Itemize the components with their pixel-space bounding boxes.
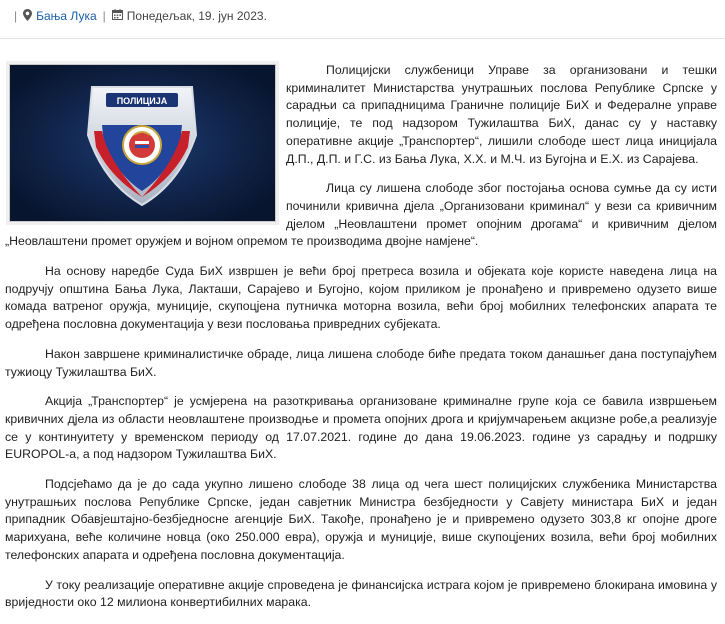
article-paragraph: Полицијски службеници Управе за организовани и тешки криминалитет Министарства унутрашњих послова Републике Српске у сарадњи са припадницима Граничне полиције БиХ и Федералне управе полиције, те под надзором Тужилаштва БиХ, данас су у наставку оперативне акције „Транспортер“, лишили слободе шест лица иницијала Д.П., Д.П. и Г.С. из Бања Лука, Х.Х. и М.Ч. из Бугојна и Е.Х. из Сарајева.: [286, 63, 717, 166]
badge-text: ПОЛИЦИЈА: [116, 96, 168, 106]
meta-separator: |: [14, 9, 18, 23]
meta-separator: |: [102, 9, 106, 23]
calendar-icon: [112, 9, 123, 23]
article-paragraph: Подсјећамо да је до сада укупно лишено слободе 38 лица од чега шест полицијских службеника Министарства унутрашњих послова Републике Српске, један савјетник Министра безбједности у Савјету министара БиХ и један припадник Обавјештајно-безбједносне агенције БиХ. Такође, пронађено је и привремено одузето 303,8 кг опојне дроге марихуана, веће количине новца (око 250.000 евра), оружја и муниције, више скупоцјених возила, већи број мобилних телефонских апарата и одређена пословна документација.: [5, 477, 717, 562]
article-paragraph: Акција „Транспортер“ је усмјерена на разоткривања организоване криминалне групе која се бавила извршењем кривичних дјела из области неовлаштене производње и промета опојних дрога и кријумчарењем акцизне робе,а реализује се у континуитету у временском периоду од 17.07.2021. године до дана 19.06.2023. године уз сарадњу и подршку EUROPOL-а, а под надзором Тужилаштва БиХ.: [5, 394, 717, 462]
article-paragraph: Лица су лишена слободе због постојања основа сумње да су исти починили кривична дјела „Организовани криминал“ у вези са кривичним дјелом „Неовлаштени промет опојним дрогама“ и кривичним дјелом „Неовлаштени промет оружјем и војном опремом те производима двојне намјене“.: [5, 181, 717, 249]
map-marker-icon: [23, 9, 32, 24]
article-paragraph: На основу наредбе Суда БиХ извршен је већи број претреса возила и објеката које користе наведена лица на подручју општина Бања Лука, Лакташи, Сарајево и Бугојно, којом приликом је пронађено и привремено одузето више комада ватреног оружја, муниције, скупоцјена путничка моторна возила, већи број мобилних телефонских апарата те одређена пословна документација у вези пословања привредних субјеката.: [5, 264, 717, 332]
divider: [0, 38, 725, 39]
location-link[interactable]: Бања Лука: [36, 9, 97, 23]
article-paragraph: У току реализације оперативне акције спроведена је финансијска истрага којом је привремено блокирана имовина у вриједности око 12 милиона конвертибилних марака.: [5, 577, 717, 610]
police-badge-image: [9, 64, 276, 222]
article-body: [5, 62, 717, 624]
article-paragraph: Након завршене криминалистичке обраде, лица лишена слободе биће предата током данашњег дана поступајућем тужиоцу Тужилаштва БиХ.: [5, 346, 717, 379]
publish-date: Понедељак, 19. јун 2023.: [126, 9, 267, 23]
article-meta: [8, 6, 267, 26]
